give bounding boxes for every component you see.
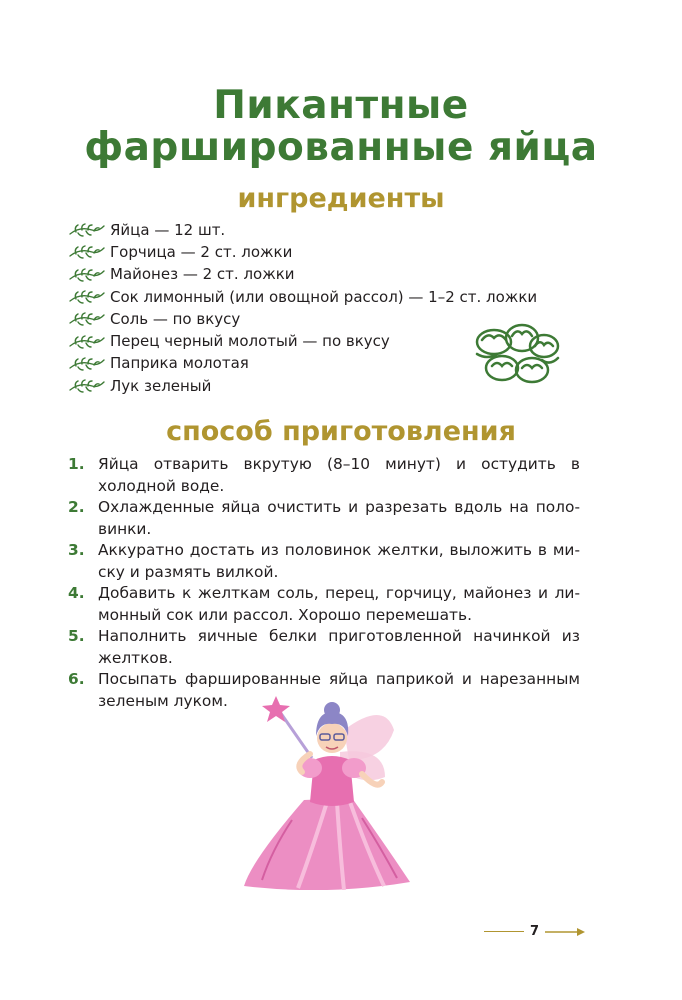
- step-number: 5.: [68, 627, 85, 645]
- page-number: 7: [530, 924, 540, 939]
- herb-sprig-icon: [68, 334, 106, 350]
- step-item: [68, 626, 580, 669]
- step-number: 2.: [68, 498, 85, 516]
- method-heading: способ приготовления: [166, 416, 516, 447]
- ingredient-text: Горчица — 2 ст. ложки: [110, 242, 293, 261]
- ingredient-item: [68, 330, 537, 352]
- step-item: [68, 454, 580, 497]
- step-text: Добавить к желткам соль, перец, горчицу, майонез и лимонный сок или рассол. Хорошо перемешать.: [98, 584, 580, 624]
- ingredient-item: [68, 353, 537, 375]
- ingredient-item: [68, 264, 537, 286]
- step-item: [68, 540, 580, 583]
- herb-sprig-icon: [68, 267, 106, 283]
- ingredient-item: [68, 308, 537, 330]
- herb-sprig-icon: [68, 356, 106, 372]
- page-title-line-2: фаршированные яйца: [84, 125, 598, 170]
- step-item: [68, 583, 580, 626]
- step-text: Наполнить яичные белки приготовленной начинкой из желтков.: [98, 627, 580, 667]
- herb-sprig-icon: [68, 244, 106, 260]
- herb-sprig-icon: [68, 378, 106, 394]
- ingredient-text: Лук зеленый: [110, 376, 212, 395]
- step-item: [68, 497, 580, 540]
- step-number: 4.: [68, 584, 85, 602]
- page-title-line-1: Пикантные: [213, 83, 469, 128]
- ingredient-text: Сок лимонный (или овощной рассол) — 1–2 ст. ложки: [110, 287, 538, 306]
- ingredient-item: [68, 286, 537, 308]
- step-number: 1.: [68, 455, 85, 473]
- step-text: Посыпать фаршированные яйца паприкой и нарезанным зеленым луком.: [98, 670, 580, 710]
- herb-sprig-icon: [68, 222, 106, 238]
- ingredient-text: Перец черный молотый — по вкусу: [110, 332, 390, 351]
- ingredient-item: [68, 219, 537, 241]
- ingredient-item: [68, 375, 537, 397]
- step-number: 6.: [68, 670, 85, 688]
- herb-sprig-icon: [68, 289, 106, 305]
- step-text: Аккуратно достать из половинок желтки, выложить в миску и размять вилкой.: [98, 541, 580, 581]
- ingredient-text: Соль — по вкусу: [110, 309, 241, 328]
- ingredients-list: [68, 219, 537, 397]
- method-steps: [68, 454, 580, 712]
- ingredient-item: [68, 241, 537, 263]
- step-text: Охлажденные яйца очистить и разрезать вдоль на половинки.: [98, 498, 580, 538]
- ingredients-heading: ингредиенты: [237, 183, 445, 214]
- fairy-godmother-illustration-icon: [232, 690, 422, 890]
- ingredient-text: Майонез — 2 ст. ложки: [110, 265, 295, 284]
- page-number-footer: [484, 924, 585, 939]
- step-text: Яйца отварить вкрутую (8–10 минут) и остудить в холодной воде.: [98, 455, 580, 495]
- ingredient-text: Яйца — 12 шт.: [110, 220, 226, 239]
- ingredient-text: Паприка молотая: [110, 354, 249, 373]
- arrow-right-icon: [545, 927, 585, 937]
- stuffed-eggs-illustration-icon: [472, 320, 562, 386]
- step-number: 3.: [68, 541, 85, 559]
- footer-rule: [484, 931, 524, 932]
- herb-sprig-icon: [68, 311, 106, 327]
